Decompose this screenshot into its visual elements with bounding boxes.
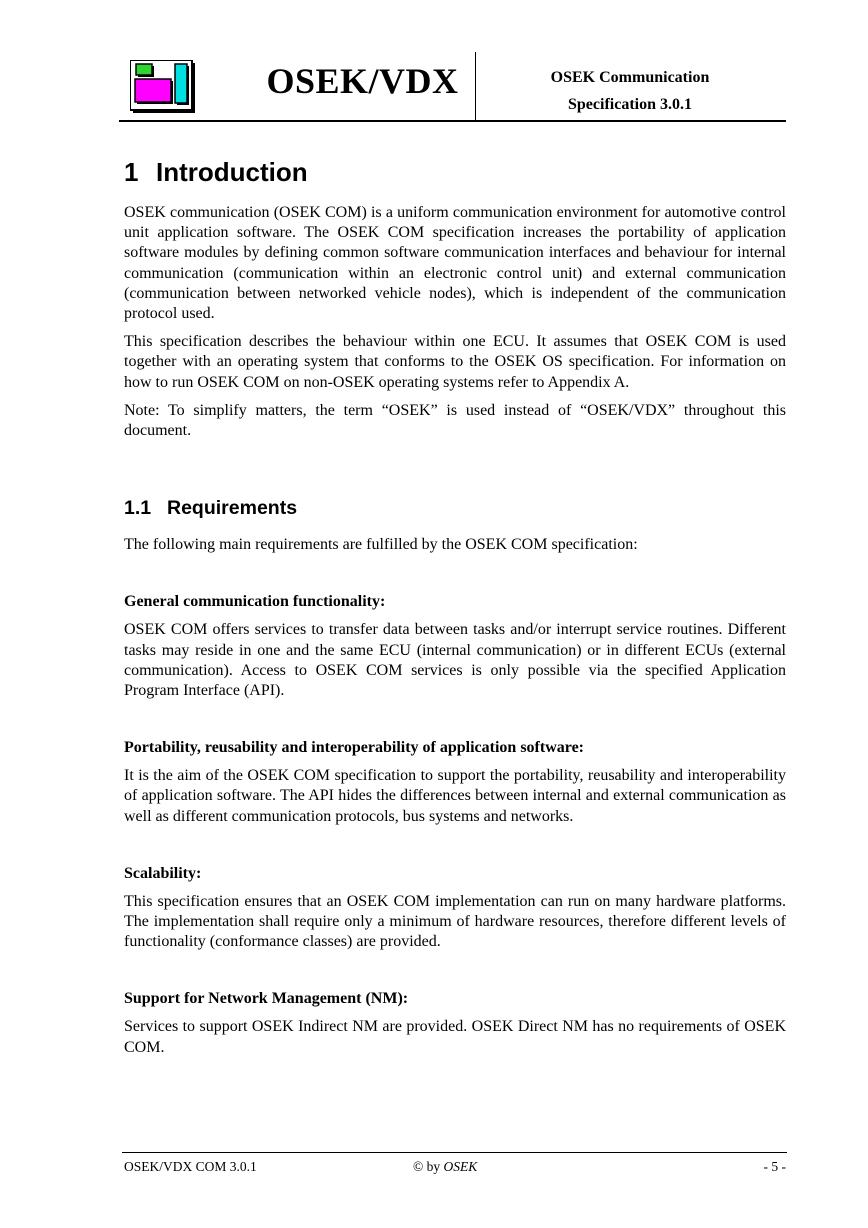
footer-rule (122, 1152, 787, 1153)
header-title: OSEK/VDX (266, 61, 459, 101)
requirement-text-4: Services to support OSEK Indirect NM are provided. OSEK Direct NM has no requirements of OSEK COM. (124, 1018, 786, 1056)
page-content (124, 150, 786, 1058)
requirement-text-1: OSEK COM offers services to transfer data between tasks and/or interrupt service routines. Different tasks may reside in one and the same ECU (internal communication) or in different ECUs (external communication). Access to OSEK COM services is only possible via the specified Application Program Interface (API). (124, 621, 786, 700)
footer-document-id: OSEK/VDX COM 3.0.1 (124, 1159, 257, 1174)
footer-page-number: - 5 - (763, 1159, 786, 1174)
footer-by: by (426, 1159, 441, 1174)
subsection-title: Requirements (167, 497, 298, 520)
requirement-heading-4: Support for Network Management (NM): (124, 990, 409, 1008)
requirement-heading-1: General communication functionality: (124, 593, 386, 611)
header-divider (475, 52, 476, 121)
requirement-text-3: This specification ensures that an OSEK COM implementation can run on many hardware platforms. The implementation shall require only a minimum of hardware resources, therefore different levels of functionality (conformance classes) are provided. (124, 892, 786, 951)
requirement-heading-2: Portability, reusability and interoperability of application software: (124, 739, 584, 757)
osek-logo-icon (130, 60, 196, 114)
subsection-heading (124, 496, 786, 520)
intro-paragraph-3: Note: To simplify matters, the term “OSEK” is used instead of “OSEK/VDX” throughout this document. (124, 401, 786, 440)
header-spec (486, 64, 774, 118)
intro-paragraph-1: OSEK communication (OSEK COM) is a uniform communication environment for automotive control unit application software. The OSEK COM specification increases the portability of application software modules by defining common software communication interfaces and behaviour for internal communication (communication within an electronic control unit) and external communication (communication between networked vehicle nodes), which is independent of the communication protocol used. (124, 204, 786, 323)
footer-org: OSEK (443, 1159, 478, 1174)
subsection-number: 1.1 (124, 497, 152, 520)
footer-copyright (413, 1158, 477, 1176)
copyright-icon: © (413, 1159, 424, 1174)
section-title: Introduction (156, 157, 308, 187)
requirement-heading-3: Scalability: (124, 864, 202, 882)
section-heading (124, 150, 786, 188)
requirements-intro: The following main requirements are fulfilled by the OSEK COM specification: (124, 536, 638, 554)
header-spec-line1: OSEK Communication (550, 69, 710, 86)
requirement-text-2: It is the aim of the OSEK COM specification to support the portability, reusability and interoperability of application software. The API hides the differences between internal and external communication as well as different communication protocols, bus systems and networks. (124, 767, 786, 825)
header-spec-line2: Specification 3.0.1 (568, 96, 692, 113)
section-number: 1 (124, 157, 139, 187)
header-rule (119, 120, 786, 122)
intro-paragraph-2: This specification describes the behaviour within one ECU. It assumes that OSEK COM is used together with an operating system that conforms to the OSEK OS specification. For information on how to run OSEK COM on non-OSEK operating systems refer to Appendix A. (124, 333, 786, 391)
